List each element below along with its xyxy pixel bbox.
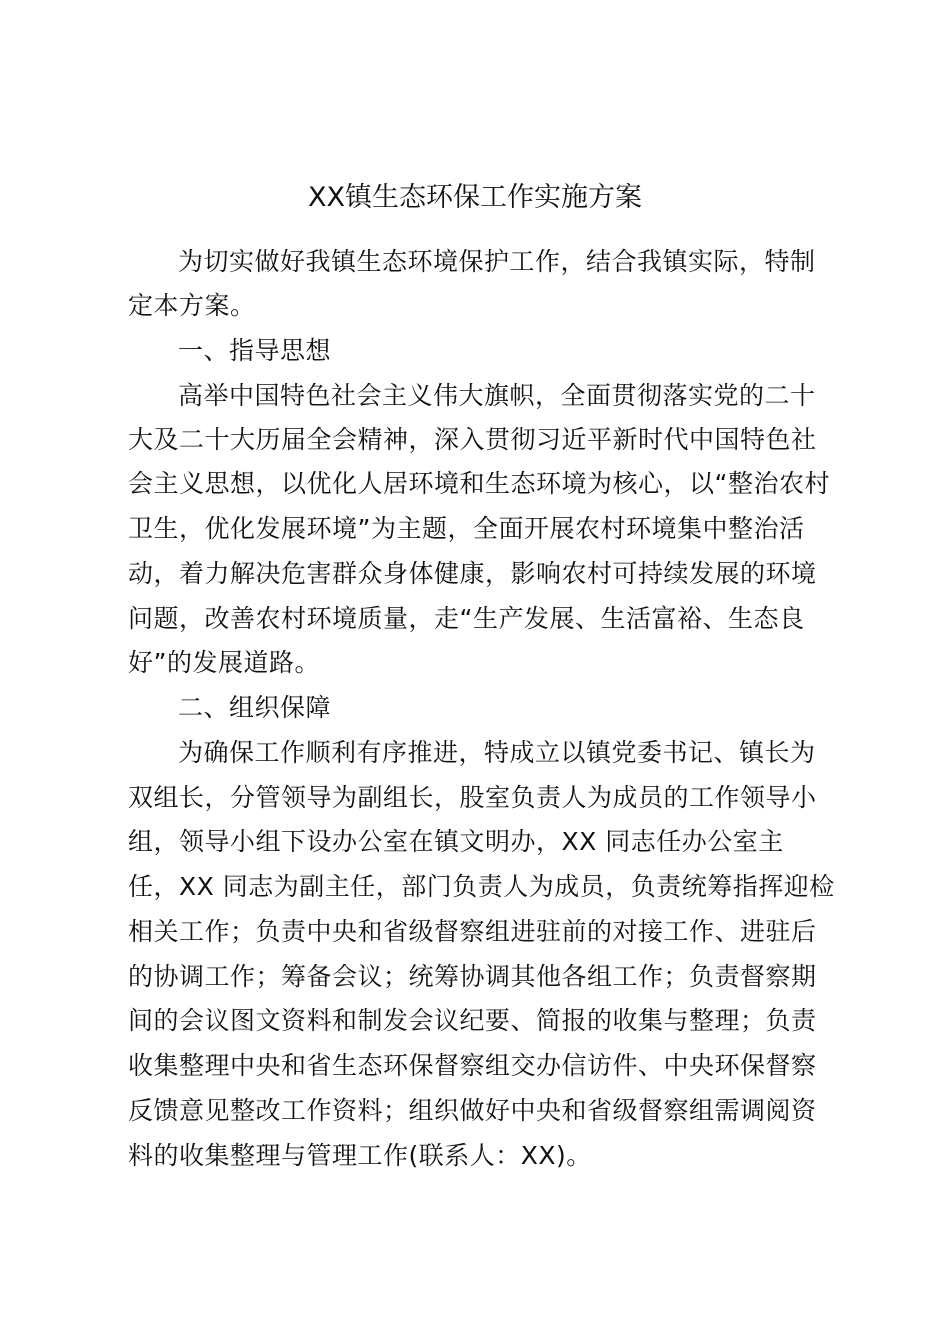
paragraph-intro-line-1: 为切实做好我镇生态环境保护工作，结合我镇实际，特制	[178, 247, 816, 276]
section-heading-organization: 二、组织保障	[178, 693, 332, 722]
paragraph-organization-line-6: 的协调工作；筹备会议；统筹协调其他各组工作；负责督察期	[128, 962, 817, 991]
paragraph-ideology-line-1: 高举中国特色社会主义伟大旗帜，全面贯彻落实党的二十	[178, 381, 816, 410]
paragraph-ideology-line-7: 好”的发展道路。	[128, 648, 320, 677]
paragraph-organization-line-9: 反馈意见整改工作资料；组织做好中央和省级督察组需调阅资	[128, 1096, 817, 1125]
paragraph-organization-line-7: 间的会议图文资料和制发会议纪要、简报的收集与整理；负责	[128, 1006, 817, 1035]
document-title: XX镇生态环保工作实施方案	[308, 182, 642, 213]
paragraph-organization-line-5: 相关工作；负责中央和省级督察组进驻前的对接工作、进驻后	[128, 917, 817, 946]
paragraph-ideology-line-4: 卫生，优化发展环境”为主题，全面开展农村环境集中整治活	[128, 514, 805, 543]
paragraph-organization-line-4: 任，XX 同志为副主任，部门负责人为成员，负责统筹指挥迎检	[128, 872, 835, 901]
paragraph-organization-line-3: 组，领导小组下设办公室在镇文明办，XX 同志任办公室主	[128, 827, 784, 856]
paragraph-ideology-line-5: 动，着力解决危害群众身体健康，影响农村可持续发展的环境	[128, 559, 817, 588]
paragraph-ideology-line-6: 问题，改善农村环境质量，走“生产发展、生活富裕、生态良	[128, 604, 805, 633]
paragraph-organization-line-1: 为确保工作顺利有序推进，特成立以镇党委书记、镇长为	[178, 738, 816, 767]
paragraph-organization-line-10: 料的收集整理与管理工作(联系人：XX)。	[128, 1141, 592, 1170]
paragraph-intro-line-2: 定本方案。	[128, 291, 256, 320]
paragraph-organization-line-2: 双组长，分管领导为副组长，股室负责人为成员的工作领导小	[128, 783, 817, 812]
section-heading-guiding-ideology: 一、指导思想	[178, 336, 332, 365]
paragraph-ideology-line-2: 大及二十大历届全会精神，深入贯彻习近平新时代中国特色社	[128, 425, 817, 454]
paragraph-organization-line-8: 收集整理中央和省生态环保督察组交办信访件、中央环保督察	[128, 1051, 817, 1080]
paragraph-ideology-line-3: 会主义思想，以优化人居环境和生态环境为核心，以“整治农村	[128, 469, 830, 498]
